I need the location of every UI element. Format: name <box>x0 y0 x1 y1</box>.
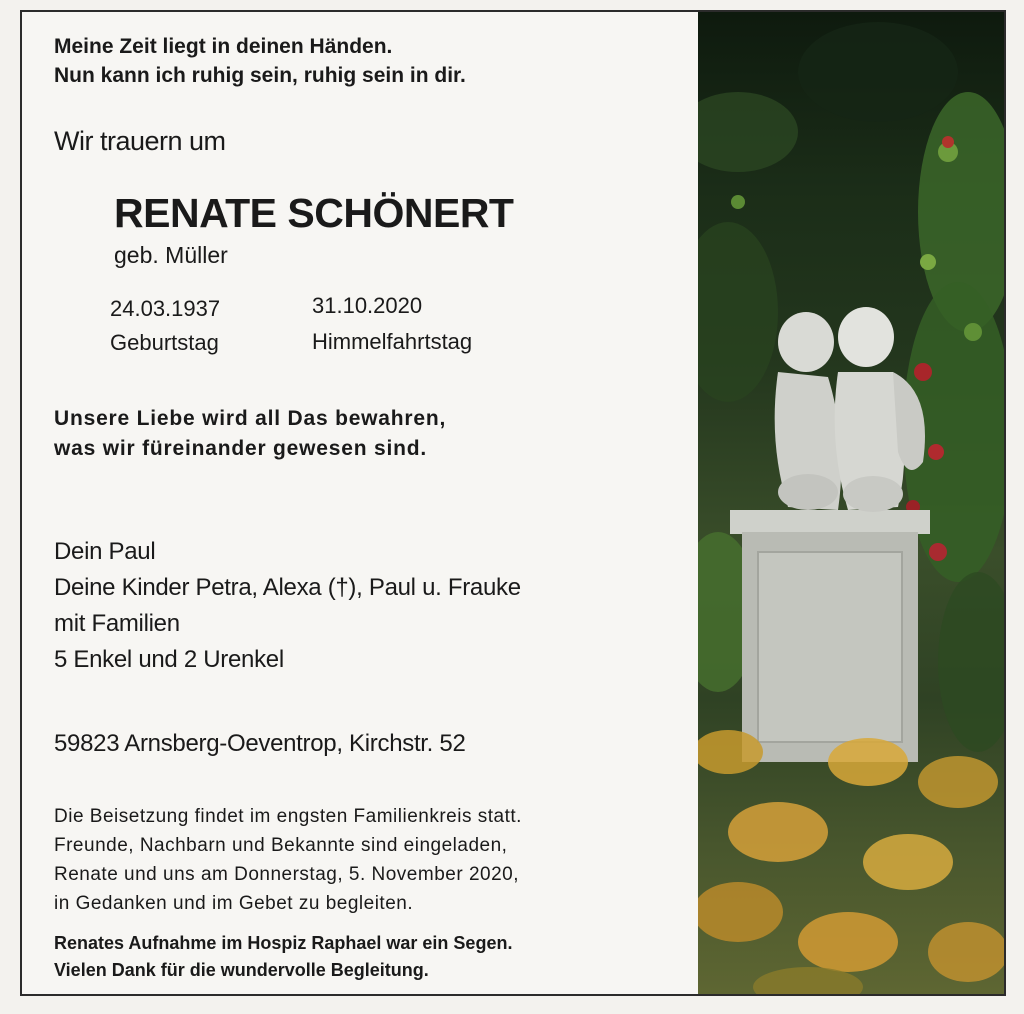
birth-name: geb. Müller <box>114 242 228 268</box>
garden-angel-photo <box>698 12 1004 994</box>
obituary-notice <box>20 10 1006 996</box>
family-line-2: Deine Kinder Petra, Alexa (†), Paul u. Frauke <box>54 574 521 601</box>
death-block <box>312 288 472 360</box>
info-line-1: Die Beisetzung findet im engsten Familienkreis statt. <box>54 806 522 827</box>
quote-line-1: Unsere Liebe wird all Das bewahren, <box>54 407 447 430</box>
info-line-2: Freunde, Nachbarn und Bekannte sind eingeladen, <box>54 835 508 856</box>
mourning-intro: Wir trauern um <box>54 126 226 156</box>
family-line-1: Dein Paul <box>54 538 156 565</box>
love-quote <box>54 404 446 464</box>
death-date: 31.10.2020 <box>312 293 423 318</box>
angel-statue-illustration <box>698 12 1004 994</box>
birth-block <box>110 292 220 360</box>
motto-line-2: Nun kann ich ruhig sein, ruhig sein in dir. <box>54 64 466 87</box>
info-line-4: in Gedanken und im Gebet zu begleiten. <box>54 893 414 914</box>
quote-line-2: was wir füreinander gewesen sind. <box>54 437 428 460</box>
birth-label: Geburtstag <box>110 330 219 355</box>
thanks-line-2: Vielen Dank für die wundervolle Begleitung. <box>54 960 429 980</box>
motto-verse <box>54 32 466 90</box>
death-label: Himmelfahrtstag <box>312 329 473 354</box>
thanks-line-1: Renates Aufnahme im Hospiz Raphael war ein Segen. <box>54 933 513 953</box>
deceased-name: RENATE SCHÖNERT <box>114 190 514 236</box>
kissing-cherubs <box>775 307 925 512</box>
yellow-flowers <box>698 730 1004 994</box>
family-line-3: mit Familien <box>54 610 180 637</box>
info-line-3: Renate und uns am Donnerstag, 5. November 2020, <box>54 864 519 885</box>
address: 59823 Arnsberg-Oeventrop, Kirchstr. 52 <box>54 730 466 757</box>
motto-line-1: Meine Zeit liegt in deinen Händen. <box>54 35 393 58</box>
thanks-note <box>54 930 512 984</box>
funeral-info <box>54 802 522 918</box>
family-list <box>54 534 521 678</box>
stone-pedestal <box>730 510 930 762</box>
text-column <box>22 12 698 994</box>
family-line-4: 5 Enkel und 2 Urenkel <box>54 646 284 673</box>
birth-date: 24.03.1937 <box>110 296 221 321</box>
